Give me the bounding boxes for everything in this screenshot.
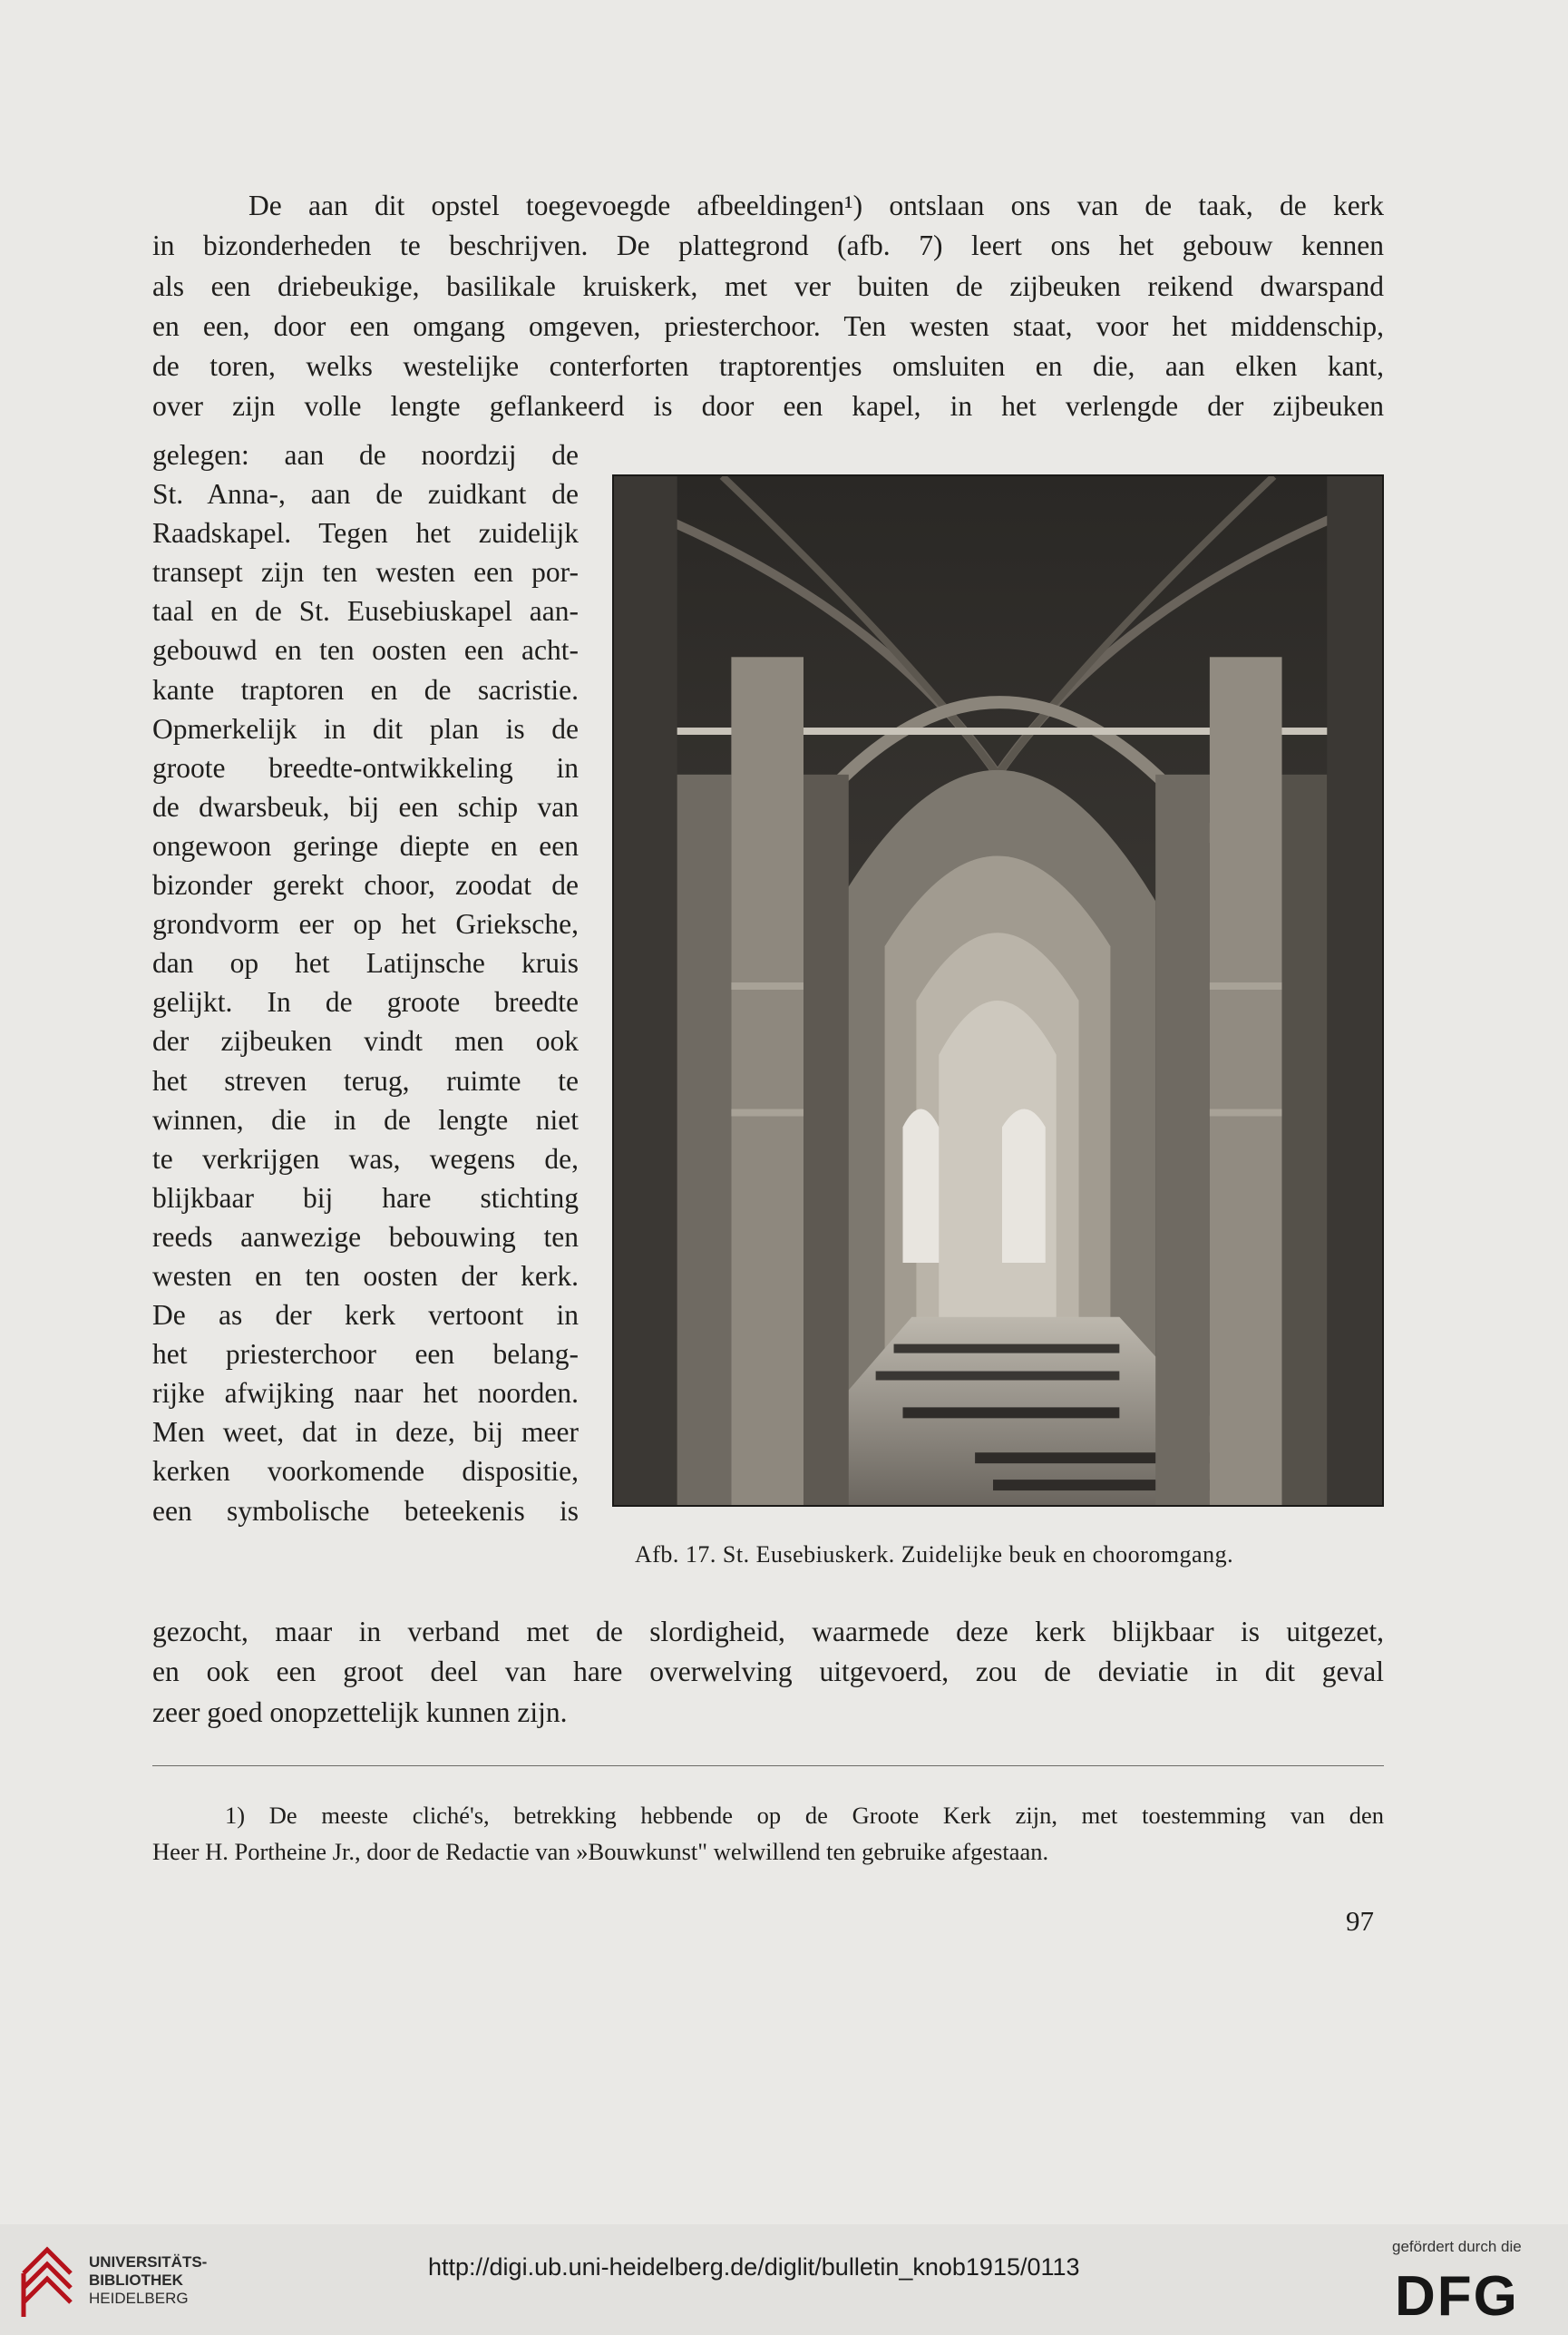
wrapped-line: kante traptoren en de sacristie. — [152, 673, 579, 706]
wrapped-line: te verkrijgen was, wegens de, — [152, 1142, 579, 1175]
wrapped-line: bizonder gerekt choor, zoodat de — [152, 869, 579, 902]
wrapped-text-column — [152, 435, 579, 1530]
wrapped-line: een symbolische beteekenis is — [152, 1494, 579, 1527]
wrapped-line: transept zijn ten westen een por- — [152, 556, 579, 589]
wrapped-line: St. Anna-, aan de zuidkant de — [152, 478, 579, 511]
footnote — [152, 1797, 1384, 1870]
wrapped-line: blijkbaar bij hare stichting — [152, 1181, 579, 1214]
wrapped-line: het priesterchoor een belang- — [152, 1338, 579, 1371]
funding-note: gefördert durch die — [1392, 2238, 1522, 2255]
library-name — [89, 2253, 207, 2308]
wrapped-line: Opmerkelijk in dit plan is de — [152, 712, 579, 745]
wrapped-line: winnen, die in de lengte niet — [152, 1103, 579, 1136]
library-logo-icon — [16, 2237, 76, 2320]
wrapped-line: gelegen: aan de noordzij de — [152, 439, 579, 471]
intro-paragraph — [152, 186, 1384, 427]
intro-line: als een driebeukige, basilikale kruiskerk, met ver buiten de zijbeuken reikend dwarspand — [152, 269, 1384, 302]
wrapped-line: Men weet, dat in deze, bij meer — [152, 1416, 579, 1449]
permalink-url[interactable]: http://digi.ub.uni-heidelberg.de/diglit/bulletin_knob1915/0113 — [428, 2253, 1080, 2281]
library-name-line: BIBLIOTHEK — [89, 2271, 183, 2289]
wrapped-line: taal en de St. Eusebiuskapel aan- — [152, 595, 579, 628]
intro-line: De aan dit opstel toegevoegde afbeeldingen¹) ontslaan ons van de taak, de kerk — [248, 190, 1384, 221]
page-number: 97 — [1346, 1905, 1374, 1937]
intro-line: over zijn volle lengte geflankeerd is door een kapel, in het verlengde der zijbeuken — [152, 390, 1384, 423]
wrapped-line: ongewoon geringe diepte en een — [152, 829, 579, 862]
wrapped-line: dan op het Latijnsche kruis — [152, 947, 579, 980]
wrapped-line: het streven terug, ruimte te — [152, 1064, 579, 1097]
wrapped-line: gelijkt. In de groote breedte — [152, 986, 579, 1019]
outro-line: zeer goed onopzettelijk kunnen zijn. — [152, 1695, 568, 1728]
footnote-line: 1) De meeste cliché's, betrekking hebbende op de Groote Kerk zijn, met toestemming van den — [225, 1802, 1384, 1829]
wrapped-line: de dwarsbeuk, bij een schip van — [152, 790, 579, 823]
wrapped-line: Raadskapel. Tegen het zuidelijk — [152, 517, 579, 550]
wrapped-line: grondvorm eer op het Grieksche, — [152, 908, 579, 941]
figure-caption: Afb. 17. St. Eusebiuskerk. Zuidelijke beuk en chooromgang. — [635, 1541, 1234, 1568]
wrapped-line: De as der kerk vertoont in — [152, 1299, 579, 1332]
footnote-divider — [152, 1765, 1384, 1766]
closing-paragraph — [152, 1612, 1384, 1733]
church-interior-illustration — [614, 476, 1382, 1505]
outro-line: gezocht, maar in verband met de slordigheid, waarmede deze kerk blijkbaar is uitgezet, — [152, 1616, 1384, 1647]
wrapped-line: rijke afwijking naar het noorden. — [152, 1377, 579, 1410]
outro-line: en ook een groot deel van hare overwelving uitgevoerd, zou de deviatie in dit geval — [152, 1656, 1384, 1688]
wrapped-line: groote breedte-ontwikkeling in — [152, 751, 579, 784]
wrapped-line: kerken voorkomende dispositie, — [152, 1455, 579, 1488]
wrapped-line: westen en ten oosten der kerk. — [152, 1259, 579, 1292]
wrapped-line: gebouwd en ten oosten een acht- — [152, 634, 579, 667]
wrapped-line: reeds aanwezige bebouwing ten — [152, 1220, 579, 1253]
footnote-line: Heer H. Portheine Jr., door de Redactie van »Bouwkunst" welwillend ten gebruike afgestaan. — [152, 1838, 1049, 1865]
intro-line: en een, door een omgang omgeven, priesterchoor. Ten westen staat, voor het middenschip, — [152, 309, 1384, 342]
dfg-logo: DFG — [1395, 2265, 1519, 2328]
wrapped-line: der zijbeuken vindt men ook — [152, 1025, 579, 1058]
church-interior-photo — [612, 474, 1384, 1507]
intro-line: de toren, welks westelijke conterforten traptorentjes omsluiten en die, aan elken kant, — [152, 350, 1384, 383]
intro-line: in bizonderheden te beschrijven. De plattegrond (afb. 7) leert ons het gebouw kennen — [152, 230, 1384, 262]
library-name-line: HEIDELBERG — [89, 2290, 189, 2307]
library-name-line: UNIVERSITÄTS- — [89, 2253, 208, 2271]
